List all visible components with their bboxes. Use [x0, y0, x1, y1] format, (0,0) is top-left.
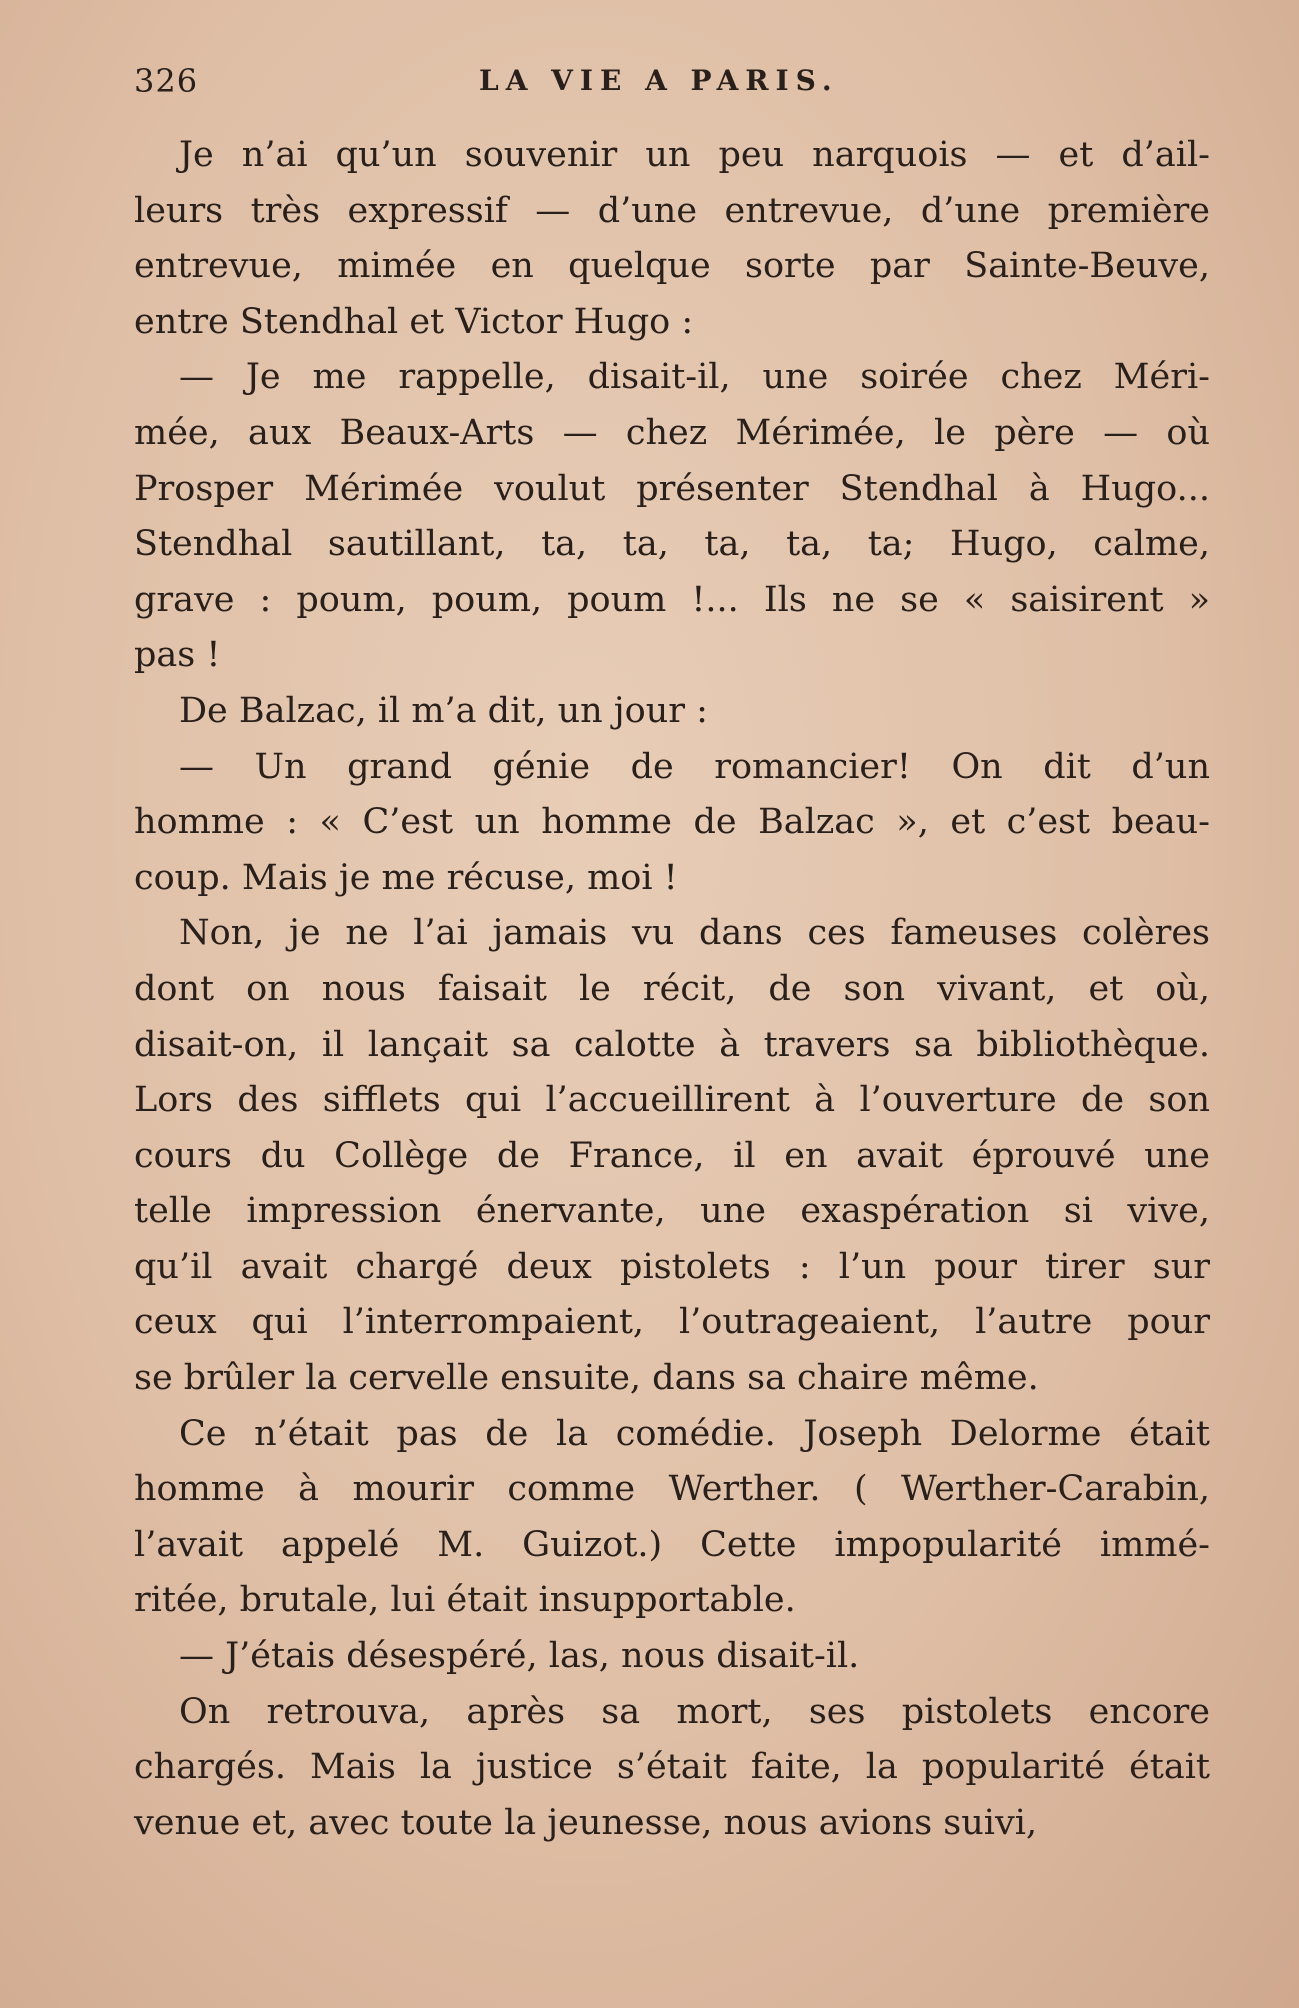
text-line: Stendhal sautillant, ta, ta, ta, ta, ta; Hugo, calme, [134, 524, 1210, 565]
text-line: coup. Mais je me récuse, moi ! [134, 857, 678, 898]
paragraph [134, 906, 1210, 1406]
text-line: grave : poum, poum, poum !... Ils ne se « saisirent » [134, 579, 1210, 620]
text-line: Prosper Mérimée voulut présenter Stendhal à Hugo... [134, 468, 1210, 509]
text-line: entrevue, mimée en quelque sorte par Sainte-Beuve, [134, 246, 1210, 287]
text-line: Ce n’était pas de la comédie. Joseph Delorme était [179, 1413, 1210, 1454]
page-number: 326 [134, 62, 199, 100]
paragraph [134, 1407, 1210, 1629]
text-line: se brûler la cervelle ensuite, dans sa chaire même. [134, 1358, 1039, 1399]
text-line: — Un grand génie de romancier! On dit d’un [179, 746, 1210, 787]
text-line: ritée, brutale, lui était insupportable. [134, 1580, 796, 1621]
text-line: Non, je ne l’ai jamais vu dans ces fameuses colères [179, 913, 1210, 954]
page-header [134, 62, 1210, 110]
paragraph [134, 128, 1210, 350]
text-line: ceux qui l’interrompaient, l’outrageaient, l’autre pour [134, 1302, 1210, 1343]
paragraph [134, 684, 1210, 740]
running-title: LA VIE A PARIS. [479, 64, 839, 97]
text-line: l’avait appelé M. Guizot.) Cette impopularité immé- [134, 1524, 1210, 1565]
text-line: homme à mourir comme Werther. ( Werther-Carabin, [134, 1469, 1210, 1510]
text-line: telle impression énervante, une exaspération si vive, [134, 1191, 1210, 1232]
text-line: — Je me rappelle, disait-il, une soirée chez Méri- [179, 357, 1210, 398]
paragraph [134, 740, 1210, 907]
text-line: disait-on, il lançait sa calotte à travers sa bibliothèque. [134, 1024, 1210, 1065]
text-line: venue et, avec toute la jeunesse, nous avions suivi, [134, 1802, 1038, 1843]
text-line: On retrouva, après sa mort, ses pistolets encore [179, 1691, 1210, 1732]
text-line: dont on nous faisait le récit, de son vivant, et où, [134, 968, 1210, 1009]
text-line: Je n’ai qu’un souvenir un peu narquois — et d’ail- [179, 135, 1210, 175]
text-line: pas ! [134, 635, 221, 676]
text-line: qu’il avait chargé deux pistolets : l’un pour tirer sur [134, 1246, 1210, 1287]
body-text [134, 128, 1210, 1851]
text-line: Lors des sifflets qui l’accueillirent à l’ouverture de son [134, 1080, 1210, 1121]
text-line: chargés. Mais la justice s’était faite, la popularité était [134, 1747, 1210, 1788]
text-line: — J’étais désespéré, las, nous disait-il. [179, 1636, 860, 1677]
paragraph [134, 1685, 1210, 1852]
text-line: mée, aux Beaux-Arts — chez Mérimée, le père — où [134, 412, 1210, 453]
text-line: entre Stendhal et Victor Hugo : [134, 301, 694, 342]
paragraph [134, 350, 1210, 684]
text-line: cours du Collège de France, il en avait éprouvé une [134, 1135, 1210, 1176]
paragraph [134, 1629, 1210, 1685]
text-line: De Balzac, il m’a dit, un jour : [179, 690, 708, 731]
text-line: homme : « C’est un homme de Balzac », et c’est beau- [134, 802, 1210, 843]
text-line: leurs très expressif — d’une entrevue, d’une première [134, 190, 1210, 231]
